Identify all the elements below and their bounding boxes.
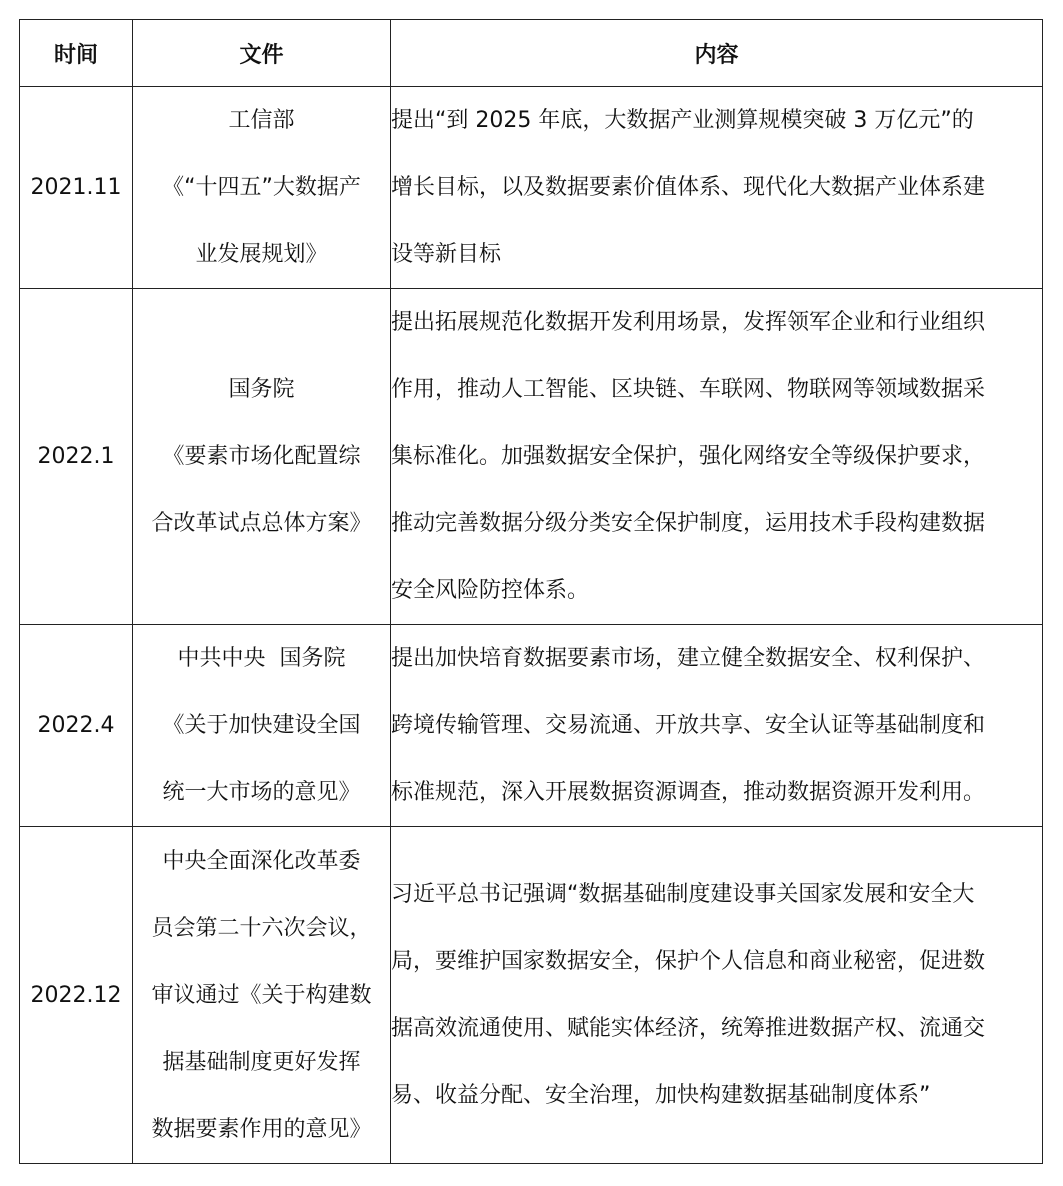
content-line: 提出拓展规范化数据开发利用场景，发挥领军企业和行业组织 — [391, 310, 986, 335]
document-line: 据基础制度更好发挥 — [162, 1049, 361, 1075]
row-date: 2022.12 — [20, 827, 133, 1164]
content-line: 提出“到 2025 年底，大数据产业测算规模突破 3 万亿元”的 — [391, 108, 974, 133]
content-line: 集标准化。加强数据安全保护，强化网络安全等级保护要求， — [391, 444, 986, 469]
document-line: 工信部 — [228, 108, 295, 133]
content-line: 跨境传输管理、交易流通、开放共享、安全认证等基础制度和 — [391, 713, 986, 738]
content-line: 推动完善数据分级分类安全保护制度，运用技术手段构建数据 — [391, 511, 986, 536]
table-row — [20, 827, 1043, 1164]
row-content — [391, 87, 1043, 289]
content-line: 标准规范，深入开展数据资源调查，推动数据资源开发利用。 — [391, 780, 986, 805]
row-content — [391, 625, 1043, 827]
document-line: 业发展规划》 — [195, 242, 328, 267]
row-content — [391, 827, 1043, 1164]
content-line: 习近平总书记强调“数据基础制度建设事关国家发展和安全大 — [391, 882, 975, 907]
table-row — [20, 625, 1043, 827]
document-line: 中共中央 国务院 — [177, 646, 346, 671]
content-line: 安全风险防控体系。 — [391, 578, 590, 603]
content-line: 作用，推动人工智能、区块链、车联网、物联网等领域数据采 — [391, 377, 986, 402]
document-line: 《“十四五”大数据产 — [162, 175, 361, 200]
document-line: 合改革试点总体方案》 — [151, 511, 372, 536]
content-line: 据高效流通使用、赋能实体经济，统筹推进数据产权、流通交 — [391, 1016, 986, 1041]
row-date: 2022.4 — [20, 625, 133, 827]
content-line: 提出加快培育数据要素市场，建立健全数据安全、权利保护、 — [391, 646, 986, 671]
row-document — [133, 625, 391, 827]
policy-table — [19, 19, 1043, 1164]
table-header-row — [20, 20, 1043, 87]
header-document: 文件 — [133, 20, 391, 87]
content-line: 局，要维护国家数据安全，保护个人信息和商业秘密，促进数 — [391, 949, 986, 974]
row-date: 2022.1 — [20, 289, 133, 625]
header-content: 内容 — [391, 20, 1043, 87]
row-document — [133, 289, 391, 625]
table-row — [20, 289, 1043, 625]
document-line: 审议通过《关于构建数 — [151, 982, 372, 1008]
row-date: 2021.11 — [20, 87, 133, 289]
document-line: 中央全面深化改革委 — [162, 848, 361, 874]
content-line: 设等新目标 — [391, 242, 502, 267]
row-content — [391, 289, 1043, 625]
document-line: 国务院 — [228, 377, 295, 402]
document-line: 员会第二十六次会议， — [151, 915, 372, 941]
document-line: 《要素市场化配置综 — [162, 444, 361, 469]
table-row — [20, 87, 1043, 289]
header-time: 时间 — [20, 20, 133, 87]
document-line: 统一大市场的意见》 — [162, 780, 361, 805]
document-line: 《关于加快建设全国 — [162, 713, 361, 738]
content-line: 易、收益分配、安全治理，加快构建数据基础制度体系” — [391, 1083, 931, 1108]
content-line: 增长目标，以及数据要素价值体系、现代化大数据产业体系建 — [391, 175, 986, 200]
document-line: 数据要素作用的意见》 — [151, 1116, 372, 1142]
row-document — [133, 87, 391, 289]
row-document — [133, 827, 391, 1164]
